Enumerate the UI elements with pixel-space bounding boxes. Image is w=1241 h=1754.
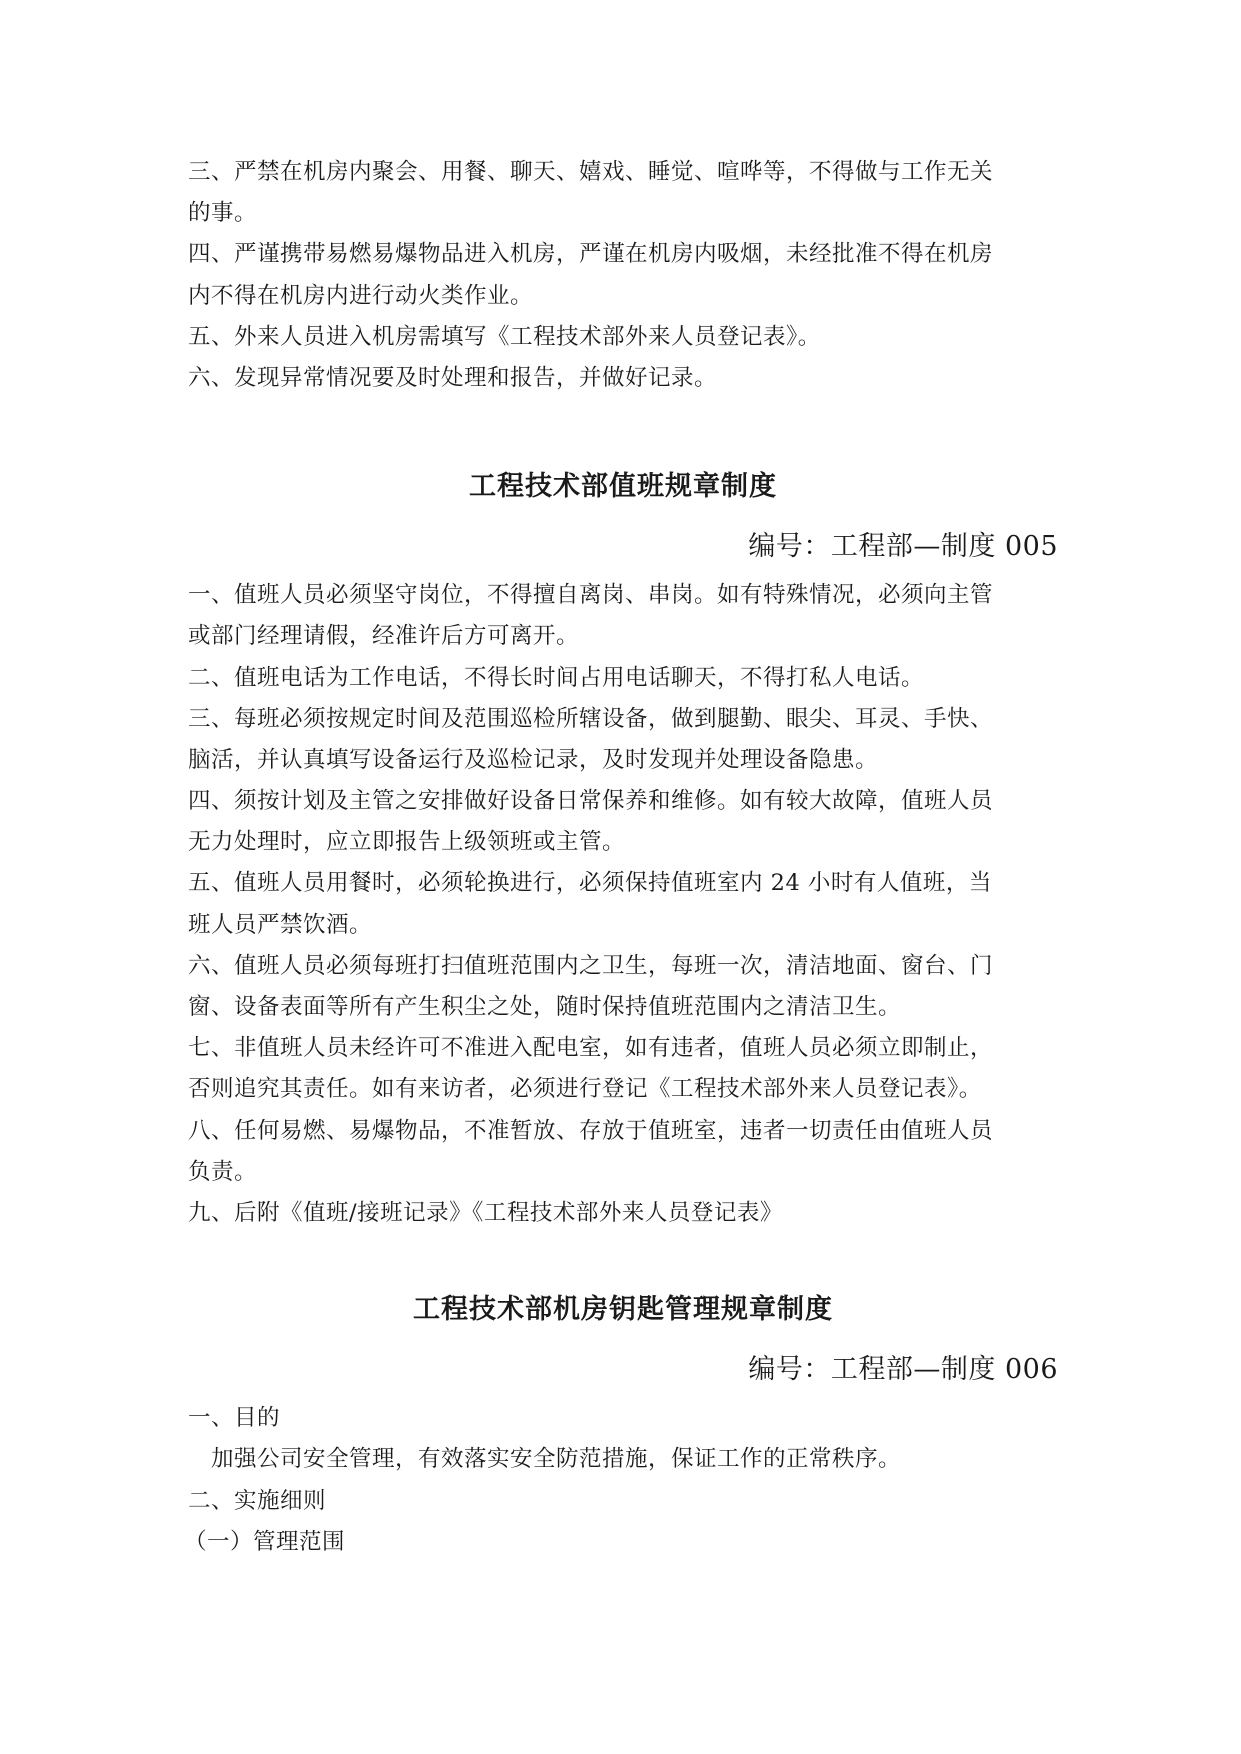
paragraph-line: 八、任何易燃、易爆物品，不准暂放、存放于值班室，违者一切责任由值班人员 bbox=[188, 1117, 994, 1144]
previous-section-tail bbox=[188, 152, 1058, 399]
section-spacer bbox=[188, 1234, 1058, 1290]
paragraph-line: 二、值班电话为工作电话，不得长时间占用电话聊天，不得打私人电话。 bbox=[188, 664, 925, 691]
paragraph-line: 内不得在机房内进行动火类作业。 bbox=[188, 282, 534, 309]
paragraph-line: 三、每班必须按规定时间及范围巡检所辖设备，做到腿勤、眼尖、耳灵、手快、 bbox=[188, 705, 994, 732]
paragraph-line: 或部门经理请假，经准许后方可离开。 bbox=[188, 623, 580, 650]
purpose-text: 加强公司安全管理，有效落实安全防范措施，保证工作的正常秩序。 bbox=[211, 1446, 902, 1473]
paragraph-line: 九、后附《值班/接班记录》《工程技术部外来人员登记表》 bbox=[188, 1199, 783, 1226]
document-code: 编号：工程部—制度 006 bbox=[748, 1354, 1058, 1386]
paragraph-line: 四、严谨携带易燃易爆物品进入机房，严谨在机房内吸烟，未经批准不得在机房 bbox=[188, 241, 994, 268]
paragraph-line: 一、值班人员必须坚守岗位，不得擅自离岗、串岗。如有特殊情况，必须向主管 bbox=[188, 582, 994, 609]
paragraph-line: 脑活，并认真填写设备运行及巡检记录，及时发现并处理设备隐患。 bbox=[188, 746, 879, 773]
document-code: 编号：工程部—制度 005 bbox=[748, 531, 1058, 563]
paragraph-line: 三、严禁在机房内聚会、用餐、聊天、嬉戏、睡觉、喧哗等，不得做与工作无关 bbox=[188, 159, 994, 185]
section-title: 工程技术部值班规章制度 bbox=[469, 471, 777, 503]
duty-regulation-section bbox=[188, 467, 1058, 1234]
heading-implementation: 二、实施细则 bbox=[188, 1487, 327, 1514]
paragraph-line: 的事。 bbox=[188, 200, 258, 227]
heading-purpose: 一、目的 bbox=[188, 1405, 281, 1432]
paragraph-line: 七、非值班人员未经许可不准进入配电室，如有违者，值班人员必须立即制止， bbox=[188, 1035, 994, 1062]
paragraph-line: 否则追究其责任。如有来访者，必须进行登记《工程技术部外来人员登记表》。 bbox=[188, 1076, 982, 1103]
paragraph-line: 班人员严禁饮酒。 bbox=[188, 911, 373, 938]
subheading-scope: （一）管理范围 bbox=[184, 1528, 346, 1555]
paragraph-line: 负责。 bbox=[188, 1158, 258, 1185]
paragraph-line: 六、值班人员必须每班打扫值班范围内之卫生，每班一次，清洁地面、窗台、门 bbox=[188, 952, 994, 979]
section-title: 工程技术部机房钥匙管理规章制度 bbox=[413, 1294, 833, 1326]
paragraph-line: 六、发现异常情况要及时处理和报告，并做好记录。 bbox=[188, 364, 718, 391]
document-page bbox=[184, 152, 1058, 1563]
paragraph-line: 四、须按计划及主管之安排做好设备日常保养和维修。如有较大故障，值班人员 bbox=[188, 788, 994, 815]
paragraph-line: 无力处理时，应立即报告上级领班或主管。 bbox=[188, 829, 626, 856]
paragraph-line: 五、值班人员用餐时，必须轮换进行，必须保持值班室内 24 小时有人值班，当 bbox=[188, 870, 992, 897]
paragraph-line: 窗、设备表面等所有产生积尘之处，随时保持值班范围内之清洁卫生。 bbox=[188, 994, 902, 1020]
section-spacer bbox=[188, 399, 1058, 467]
paragraph-line: 五、外来人员进入机房需填写《工程技术部外来人员登记表》。 bbox=[188, 323, 821, 350]
key-management-section bbox=[184, 1290, 1058, 1563]
